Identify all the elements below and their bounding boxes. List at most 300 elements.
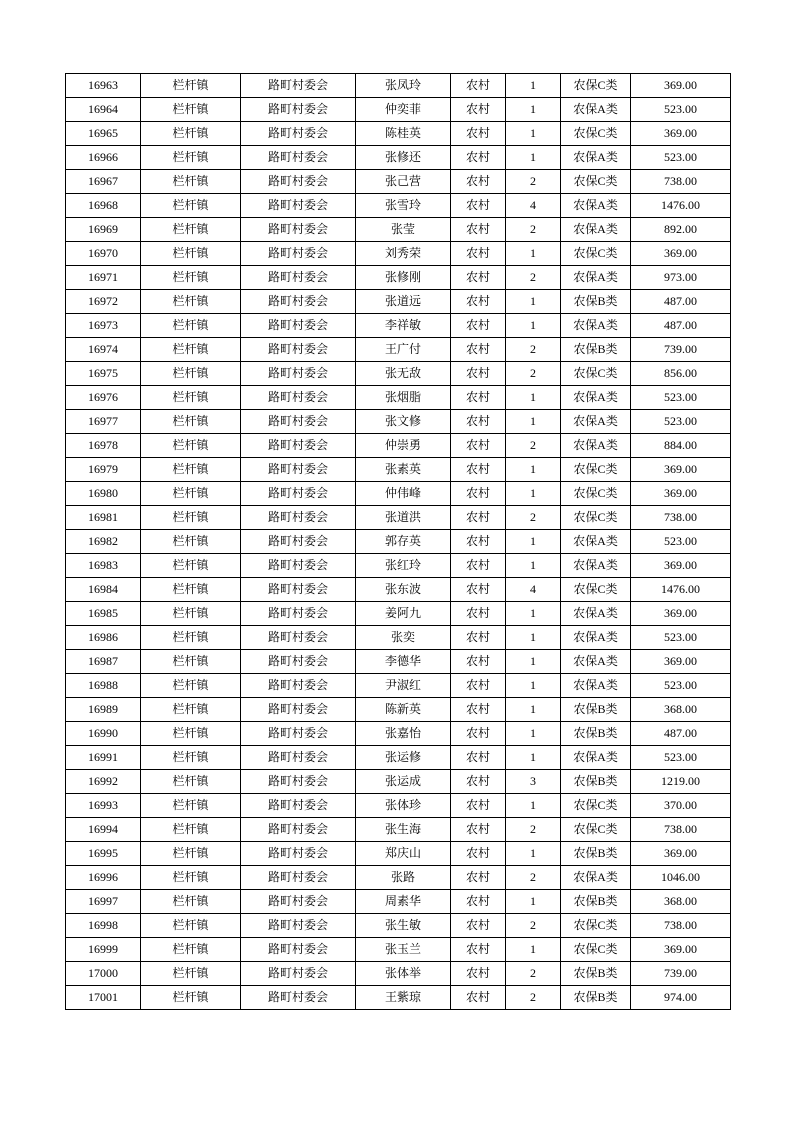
- cell-count: 1: [506, 722, 561, 746]
- cell-village: 路町村委会: [241, 506, 356, 530]
- table-row: [66, 962, 731, 986]
- cell-name: 郑庆山: [356, 842, 451, 866]
- table-row: [66, 98, 731, 122]
- table-row: [66, 626, 731, 650]
- cell-insurance_type: 农保C类: [561, 578, 631, 602]
- table-row: [66, 74, 731, 98]
- cell-village: 路町村委会: [241, 242, 356, 266]
- cell-residence: 农村: [451, 170, 506, 194]
- cell-residence: 农村: [451, 458, 506, 482]
- cell-amount: 523.00: [631, 410, 731, 434]
- table-row: [66, 314, 731, 338]
- cell-village: 路町村委会: [241, 122, 356, 146]
- table-row: [66, 650, 731, 674]
- cell-name: 张烟脂: [356, 386, 451, 410]
- cell-insurance_type: 农保B类: [561, 962, 631, 986]
- cell-id: 16984: [66, 578, 141, 602]
- cell-id: 16981: [66, 506, 141, 530]
- table-row: [66, 842, 731, 866]
- cell-insurance_type: 农保A类: [561, 866, 631, 890]
- cell-id: 16999: [66, 938, 141, 962]
- table-row: [66, 602, 731, 626]
- cell-name: 张道远: [356, 290, 451, 314]
- cell-amount: 974.00: [631, 986, 731, 1010]
- cell-village: 路町村委会: [241, 962, 356, 986]
- cell-count: 1: [506, 530, 561, 554]
- cell-name: 张路: [356, 866, 451, 890]
- cell-town: 栏杆镇: [141, 170, 241, 194]
- cell-insurance_type: 农保C类: [561, 938, 631, 962]
- cell-residence: 农村: [451, 722, 506, 746]
- cell-village: 路町村委会: [241, 194, 356, 218]
- cell-name: 张修还: [356, 146, 451, 170]
- cell-residence: 农村: [451, 914, 506, 938]
- cell-village: 路町村委会: [241, 386, 356, 410]
- cell-residence: 农村: [451, 986, 506, 1010]
- cell-residence: 农村: [451, 770, 506, 794]
- cell-insurance_type: 农保A类: [561, 746, 631, 770]
- cell-id: 16977: [66, 410, 141, 434]
- cell-amount: 523.00: [631, 146, 731, 170]
- cell-name: 刘秀荣: [356, 242, 451, 266]
- cell-count: 4: [506, 194, 561, 218]
- cell-name: 张体举: [356, 962, 451, 986]
- cell-residence: 农村: [451, 890, 506, 914]
- cell-name: 张道洪: [356, 506, 451, 530]
- table-row: [66, 242, 731, 266]
- cell-amount: 892.00: [631, 218, 731, 242]
- cell-name: 张己营: [356, 170, 451, 194]
- cell-count: 1: [506, 842, 561, 866]
- cell-id: 16964: [66, 98, 141, 122]
- cell-insurance_type: 农保B类: [561, 986, 631, 1010]
- cell-name: 周素华: [356, 890, 451, 914]
- cell-insurance_type: 农保C类: [561, 458, 631, 482]
- cell-village: 路町村委会: [241, 650, 356, 674]
- cell-amount: 487.00: [631, 314, 731, 338]
- cell-insurance_type: 农保A类: [561, 434, 631, 458]
- cell-residence: 农村: [451, 962, 506, 986]
- cell-count: 2: [506, 818, 561, 842]
- cell-insurance_type: 农保A类: [561, 218, 631, 242]
- cell-name: 张莹: [356, 218, 451, 242]
- cell-residence: 农村: [451, 74, 506, 98]
- cell-name: 张玉兰: [356, 938, 451, 962]
- benefit-table: [65, 73, 731, 1010]
- table-row: [66, 290, 731, 314]
- table-row: [66, 482, 731, 506]
- cell-count: 2: [506, 266, 561, 290]
- cell-insurance_type: 农保C类: [561, 362, 631, 386]
- cell-residence: 农村: [451, 842, 506, 866]
- cell-town: 栏杆镇: [141, 434, 241, 458]
- cell-id: 16979: [66, 458, 141, 482]
- cell-town: 栏杆镇: [141, 770, 241, 794]
- table-row: [66, 818, 731, 842]
- cell-insurance_type: 农保C类: [561, 794, 631, 818]
- cell-id: 16998: [66, 914, 141, 938]
- table-row: [66, 218, 731, 242]
- cell-village: 路町村委会: [241, 578, 356, 602]
- cell-village: 路町村委会: [241, 410, 356, 434]
- cell-residence: 农村: [451, 386, 506, 410]
- cell-id: 16975: [66, 362, 141, 386]
- cell-name: 仲伟峰: [356, 482, 451, 506]
- cell-count: 1: [506, 794, 561, 818]
- cell-town: 栏杆镇: [141, 890, 241, 914]
- cell-count: 1: [506, 626, 561, 650]
- cell-amount: 523.00: [631, 626, 731, 650]
- cell-count: 1: [506, 146, 561, 170]
- cell-amount: 523.00: [631, 98, 731, 122]
- cell-insurance_type: 农保C类: [561, 914, 631, 938]
- cell-amount: 487.00: [631, 290, 731, 314]
- cell-village: 路町村委会: [241, 722, 356, 746]
- cell-residence: 农村: [451, 482, 506, 506]
- cell-residence: 农村: [451, 146, 506, 170]
- cell-amount: 369.00: [631, 842, 731, 866]
- table-row: [66, 362, 731, 386]
- cell-id: 16988: [66, 674, 141, 698]
- cell-town: 栏杆镇: [141, 746, 241, 770]
- cell-count: 2: [506, 866, 561, 890]
- cell-amount: 487.00: [631, 722, 731, 746]
- cell-count: 1: [506, 290, 561, 314]
- cell-count: 1: [506, 98, 561, 122]
- cell-name: 张凤玲: [356, 74, 451, 98]
- cell-amount: 370.00: [631, 794, 731, 818]
- cell-insurance_type: 农保A类: [561, 386, 631, 410]
- cell-village: 路町村委会: [241, 362, 356, 386]
- cell-amount: 856.00: [631, 362, 731, 386]
- cell-amount: 368.00: [631, 698, 731, 722]
- cell-insurance_type: 农保C类: [561, 482, 631, 506]
- cell-id: 16970: [66, 242, 141, 266]
- cell-town: 栏杆镇: [141, 818, 241, 842]
- cell-village: 路町村委会: [241, 602, 356, 626]
- cell-id: 16973: [66, 314, 141, 338]
- cell-residence: 农村: [451, 266, 506, 290]
- table-row: [66, 170, 731, 194]
- cell-id: 16969: [66, 218, 141, 242]
- cell-count: 1: [506, 314, 561, 338]
- table-row: [66, 578, 731, 602]
- cell-residence: 农村: [451, 818, 506, 842]
- cell-residence: 农村: [451, 554, 506, 578]
- cell-town: 栏杆镇: [141, 74, 241, 98]
- cell-insurance_type: 农保A类: [561, 98, 631, 122]
- cell-count: 1: [506, 242, 561, 266]
- cell-id: 17001: [66, 986, 141, 1010]
- cell-name: 张体珍: [356, 794, 451, 818]
- cell-town: 栏杆镇: [141, 842, 241, 866]
- cell-amount: 369.00: [631, 458, 731, 482]
- table-row: [66, 194, 731, 218]
- cell-amount: 369.00: [631, 242, 731, 266]
- cell-town: 栏杆镇: [141, 554, 241, 578]
- table-row: [66, 722, 731, 746]
- cell-village: 路町村委会: [241, 914, 356, 938]
- cell-count: 1: [506, 410, 561, 434]
- cell-town: 栏杆镇: [141, 290, 241, 314]
- table-row: [66, 770, 731, 794]
- cell-insurance_type: 农保A类: [561, 314, 631, 338]
- cell-residence: 农村: [451, 698, 506, 722]
- cell-village: 路町村委会: [241, 770, 356, 794]
- cell-count: 2: [506, 434, 561, 458]
- table-row: [66, 410, 731, 434]
- cell-town: 栏杆镇: [141, 482, 241, 506]
- cell-insurance_type: 农保C类: [561, 242, 631, 266]
- cell-village: 路町村委会: [241, 218, 356, 242]
- cell-town: 栏杆镇: [141, 626, 241, 650]
- cell-village: 路町村委会: [241, 674, 356, 698]
- cell-amount: 369.00: [631, 602, 731, 626]
- cell-town: 栏杆镇: [141, 362, 241, 386]
- cell-amount: 523.00: [631, 746, 731, 770]
- cell-town: 栏杆镇: [141, 242, 241, 266]
- table-row: [66, 530, 731, 554]
- cell-name: 张文修: [356, 410, 451, 434]
- cell-town: 栏杆镇: [141, 410, 241, 434]
- cell-village: 路町村委会: [241, 266, 356, 290]
- cell-town: 栏杆镇: [141, 98, 241, 122]
- cell-name: 仲崇勇: [356, 434, 451, 458]
- cell-amount: 369.00: [631, 554, 731, 578]
- cell-amount: 884.00: [631, 434, 731, 458]
- cell-count: 1: [506, 554, 561, 578]
- cell-name: 尹淑红: [356, 674, 451, 698]
- cell-residence: 农村: [451, 866, 506, 890]
- cell-insurance_type: 农保A类: [561, 530, 631, 554]
- cell-id: 16971: [66, 266, 141, 290]
- cell-residence: 农村: [451, 362, 506, 386]
- cell-count: 2: [506, 962, 561, 986]
- cell-residence: 农村: [451, 578, 506, 602]
- cell-village: 路町村委会: [241, 794, 356, 818]
- cell-town: 栏杆镇: [141, 986, 241, 1010]
- cell-residence: 农村: [451, 674, 506, 698]
- cell-village: 路町村委会: [241, 890, 356, 914]
- cell-town: 栏杆镇: [141, 458, 241, 482]
- cell-insurance_type: 农保A类: [561, 626, 631, 650]
- cell-id: 16996: [66, 866, 141, 890]
- cell-amount: 973.00: [631, 266, 731, 290]
- table-row: [66, 122, 731, 146]
- cell-residence: 农村: [451, 530, 506, 554]
- cell-id: 16972: [66, 290, 141, 314]
- cell-amount: 738.00: [631, 170, 731, 194]
- cell-id: 16987: [66, 650, 141, 674]
- cell-name: 张修刚: [356, 266, 451, 290]
- cell-town: 栏杆镇: [141, 602, 241, 626]
- cell-residence: 农村: [451, 938, 506, 962]
- cell-id: 16986: [66, 626, 141, 650]
- cell-id: 16992: [66, 770, 141, 794]
- cell-residence: 农村: [451, 626, 506, 650]
- cell-name: 王广付: [356, 338, 451, 362]
- cell-count: 1: [506, 890, 561, 914]
- cell-count: 2: [506, 986, 561, 1010]
- cell-name: 李祥敏: [356, 314, 451, 338]
- cell-count: 1: [506, 458, 561, 482]
- cell-town: 栏杆镇: [141, 146, 241, 170]
- cell-amount: 738.00: [631, 506, 731, 530]
- cell-village: 路町村委会: [241, 746, 356, 770]
- cell-village: 路町村委会: [241, 98, 356, 122]
- cell-count: 1: [506, 482, 561, 506]
- cell-id: 16997: [66, 890, 141, 914]
- cell-id: 16991: [66, 746, 141, 770]
- cell-village: 路町村委会: [241, 698, 356, 722]
- cell-id: 16967: [66, 170, 141, 194]
- cell-residence: 农村: [451, 98, 506, 122]
- cell-name: 张东波: [356, 578, 451, 602]
- cell-insurance_type: 农保C类: [561, 170, 631, 194]
- cell-name: 姜阿九: [356, 602, 451, 626]
- cell-village: 路町村委会: [241, 818, 356, 842]
- cell-town: 栏杆镇: [141, 218, 241, 242]
- cell-count: 4: [506, 578, 561, 602]
- cell-name: 陈新英: [356, 698, 451, 722]
- table-row: [66, 890, 731, 914]
- cell-insurance_type: 农保B类: [561, 290, 631, 314]
- table-row: [66, 338, 731, 362]
- table-body: [66, 74, 731, 1010]
- cell-village: 路町村委会: [241, 986, 356, 1010]
- table-row: [66, 506, 731, 530]
- cell-insurance_type: 农保B类: [561, 842, 631, 866]
- cell-insurance_type: 农保C类: [561, 818, 631, 842]
- cell-count: 1: [506, 698, 561, 722]
- cell-name: 张素英: [356, 458, 451, 482]
- cell-village: 路町村委会: [241, 530, 356, 554]
- cell-residence: 农村: [451, 338, 506, 362]
- cell-id: 16976: [66, 386, 141, 410]
- cell-name: 张生敏: [356, 914, 451, 938]
- cell-name: 张雪玲: [356, 194, 451, 218]
- cell-residence: 农村: [451, 194, 506, 218]
- cell-village: 路町村委会: [241, 290, 356, 314]
- cell-insurance_type: 农保B类: [561, 722, 631, 746]
- cell-name: 张红玲: [356, 554, 451, 578]
- cell-insurance_type: 农保A类: [561, 554, 631, 578]
- cell-id: 16963: [66, 74, 141, 98]
- cell-town: 栏杆镇: [141, 722, 241, 746]
- cell-village: 路町村委会: [241, 482, 356, 506]
- cell-town: 栏杆镇: [141, 386, 241, 410]
- cell-name: 张运修: [356, 746, 451, 770]
- cell-count: 3: [506, 770, 561, 794]
- cell-insurance_type: 农保C类: [561, 122, 631, 146]
- cell-town: 栏杆镇: [141, 962, 241, 986]
- cell-amount: 739.00: [631, 962, 731, 986]
- cell-count: 2: [506, 218, 561, 242]
- cell-id: 17000: [66, 962, 141, 986]
- cell-residence: 农村: [451, 650, 506, 674]
- cell-name: 王紫琼: [356, 986, 451, 1010]
- cell-amount: 523.00: [631, 386, 731, 410]
- cell-name: 张奕: [356, 626, 451, 650]
- cell-insurance_type: 农保B类: [561, 890, 631, 914]
- cell-village: 路町村委会: [241, 146, 356, 170]
- cell-insurance_type: 农保B类: [561, 770, 631, 794]
- cell-count: 2: [506, 362, 561, 386]
- cell-count: 1: [506, 650, 561, 674]
- table-row: [66, 266, 731, 290]
- cell-town: 栏杆镇: [141, 650, 241, 674]
- cell-residence: 农村: [451, 314, 506, 338]
- cell-residence: 农村: [451, 122, 506, 146]
- cell-amount: 738.00: [631, 818, 731, 842]
- cell-amount: 1219.00: [631, 770, 731, 794]
- cell-id: 16993: [66, 794, 141, 818]
- cell-name: 陈桂英: [356, 122, 451, 146]
- cell-count: 1: [506, 74, 561, 98]
- cell-insurance_type: 农保A类: [561, 602, 631, 626]
- cell-amount: 369.00: [631, 122, 731, 146]
- cell-id: 16985: [66, 602, 141, 626]
- cell-amount: 1476.00: [631, 194, 731, 218]
- cell-id: 16966: [66, 146, 141, 170]
- cell-town: 栏杆镇: [141, 578, 241, 602]
- cell-residence: 农村: [451, 434, 506, 458]
- cell-id: 16974: [66, 338, 141, 362]
- cell-insurance_type: 农保A类: [561, 266, 631, 290]
- cell-count: 1: [506, 938, 561, 962]
- cell-village: 路町村委会: [241, 938, 356, 962]
- cell-count: 2: [506, 506, 561, 530]
- table-row: [66, 698, 731, 722]
- cell-residence: 农村: [451, 242, 506, 266]
- cell-village: 路町村委会: [241, 554, 356, 578]
- cell-count: 1: [506, 674, 561, 698]
- cell-insurance_type: 农保C类: [561, 74, 631, 98]
- table-row: [66, 146, 731, 170]
- cell-residence: 农村: [451, 794, 506, 818]
- cell-town: 栏杆镇: [141, 674, 241, 698]
- table-row: [66, 554, 731, 578]
- cell-id: 16978: [66, 434, 141, 458]
- cell-amount: 369.00: [631, 482, 731, 506]
- cell-name: 张无敌: [356, 362, 451, 386]
- cell-residence: 农村: [451, 410, 506, 434]
- cell-amount: 369.00: [631, 938, 731, 962]
- table-row: [66, 914, 731, 938]
- cell-village: 路町村委会: [241, 170, 356, 194]
- cell-count: 2: [506, 170, 561, 194]
- cell-amount: 1476.00: [631, 578, 731, 602]
- cell-count: 1: [506, 746, 561, 770]
- cell-name: 李德华: [356, 650, 451, 674]
- cell-insurance_type: 农保A类: [561, 194, 631, 218]
- cell-id: 16965: [66, 122, 141, 146]
- table-row: [66, 794, 731, 818]
- table-row: [66, 866, 731, 890]
- cell-id: 16968: [66, 194, 141, 218]
- cell-count: 1: [506, 602, 561, 626]
- cell-amount: 738.00: [631, 914, 731, 938]
- cell-insurance_type: 农保A类: [561, 674, 631, 698]
- cell-id: 16982: [66, 530, 141, 554]
- cell-village: 路町村委会: [241, 434, 356, 458]
- cell-amount: 523.00: [631, 674, 731, 698]
- cell-village: 路町村委会: [241, 74, 356, 98]
- cell-residence: 农村: [451, 746, 506, 770]
- cell-town: 栏杆镇: [141, 530, 241, 554]
- cell-town: 栏杆镇: [141, 866, 241, 890]
- cell-amount: 369.00: [631, 74, 731, 98]
